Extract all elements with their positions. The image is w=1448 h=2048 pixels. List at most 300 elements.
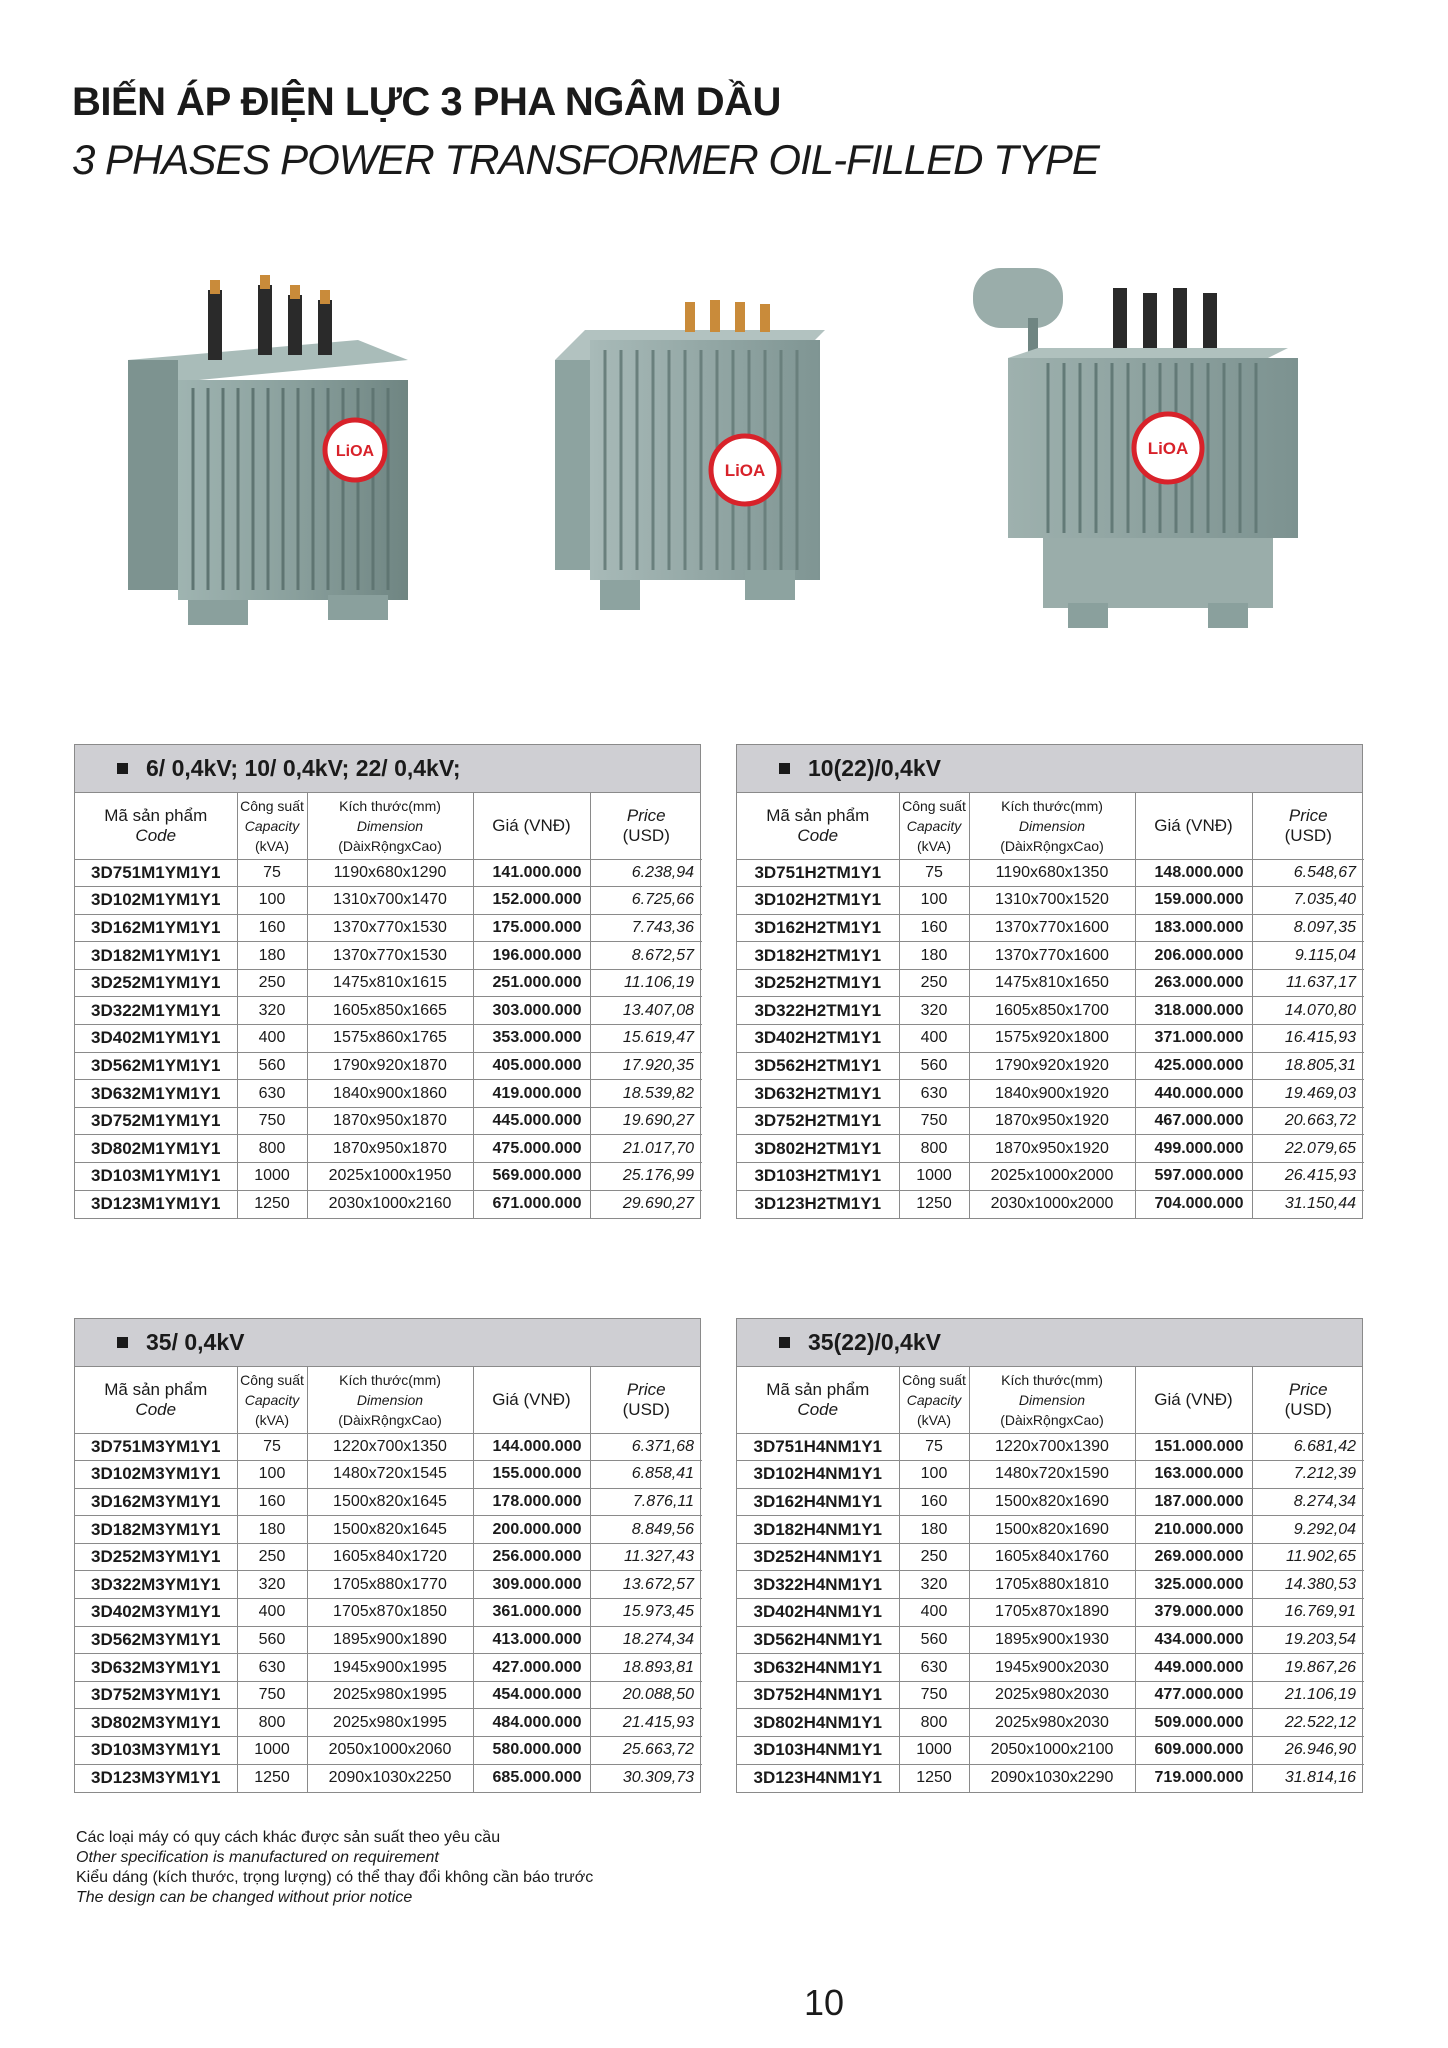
note-line-vn-1: Các loại máy có quy cách khác được sản suất theo yêu cầu	[76, 1829, 501, 1846]
product-code: 3D123H2TM1Y1	[737, 1190, 899, 1218]
table-row	[75, 1080, 702, 1108]
product-code: 3D751M3YM1Y1	[75, 1433, 237, 1461]
capacity-kva: 250	[899, 1543, 969, 1571]
table-row	[737, 1461, 1364, 1489]
table-row	[737, 1433, 1364, 1461]
capacity-kva: 180	[237, 1516, 307, 1544]
price-usd: 19.469,03	[1252, 1080, 1364, 1108]
product-code: 3D102H2TM1Y1	[737, 887, 899, 915]
product-code: 3D103H2TM1Y1	[737, 1163, 899, 1191]
price-usd: 7.035,40	[1252, 887, 1364, 915]
price-usd: 31.814,16	[1252, 1764, 1364, 1792]
table-row	[737, 1080, 1364, 1108]
price-table-6-10-22kv	[74, 744, 701, 1219]
price-usd: 16.415,93	[1252, 1025, 1364, 1053]
price-usd: 8.849,56	[590, 1516, 702, 1544]
price-vnd: 263.000.000	[1135, 969, 1252, 997]
product-code: 3D162H2TM1Y1	[737, 914, 899, 942]
dimension-mm: 2025x1000x1950	[307, 1163, 473, 1191]
product-code: 3D102M1YM1Y1	[75, 887, 237, 915]
dimension-mm: 1370x770x1600	[969, 914, 1135, 942]
product-code: 3D802H4NM1Y1	[737, 1709, 899, 1737]
table-row	[75, 1433, 702, 1461]
product-code: 3D322M3YM1Y1	[75, 1571, 237, 1599]
product-code: 3D182M1YM1Y1	[75, 942, 237, 970]
capacity-kva: 320	[899, 997, 969, 1025]
dimension-mm: 1840x900x1920	[969, 1080, 1135, 1108]
price-vnd: 159.000.000	[1135, 887, 1252, 915]
dimension-mm: 1605x850x1665	[307, 997, 473, 1025]
transformer-photo-1	[108, 270, 428, 640]
dimension-mm: 1605x840x1760	[969, 1543, 1135, 1571]
price-vnd: 475.000.000	[473, 1135, 590, 1163]
product-code: 3D402H4NM1Y1	[737, 1599, 899, 1627]
capacity-kva: 560	[899, 1052, 969, 1080]
bullet-square-icon	[117, 1337, 128, 1348]
product-code: 3D162M1YM1Y1	[75, 914, 237, 942]
table-heading	[737, 745, 1362, 793]
price-usd: 6.681,42	[1252, 1433, 1364, 1461]
product-code: 3D252H4NM1Y1	[737, 1543, 899, 1571]
product-code: 3D751H2TM1Y1	[737, 859, 899, 887]
dimension-mm: 2025x980x2030	[969, 1709, 1135, 1737]
table-row	[75, 1516, 702, 1544]
product-code: 3D802M1YM1Y1	[75, 1135, 237, 1163]
table-row	[75, 1709, 702, 1737]
price-table	[737, 1367, 1364, 1792]
dimension-mm: 1840x900x1860	[307, 1080, 473, 1108]
table-row	[737, 1190, 1364, 1218]
bullet-square-icon	[779, 1337, 790, 1348]
table-row	[737, 1764, 1364, 1792]
capacity-kva: 160	[899, 1488, 969, 1516]
capacity-kva: 630	[237, 1080, 307, 1108]
transformer-photo-2	[545, 290, 845, 620]
column-header-price-vnd: Giá (VNĐ)	[1135, 793, 1252, 859]
capacity-kva: 250	[899, 969, 969, 997]
dimension-mm: 1220x700x1390	[969, 1433, 1135, 1461]
capacity-kva: 160	[899, 914, 969, 942]
price-vnd: 187.000.000	[1135, 1488, 1252, 1516]
product-code: 3D102H4NM1Y1	[737, 1461, 899, 1489]
footnotes	[76, 1828, 593, 1908]
table-row	[737, 887, 1364, 915]
dimension-mm: 1220x700x1350	[307, 1433, 473, 1461]
dimension-mm: 1190x680x1290	[307, 859, 473, 887]
price-usd: 8.097,35	[1252, 914, 1364, 942]
price-usd: 21.415,93	[590, 1709, 702, 1737]
price-vnd: 353.000.000	[473, 1025, 590, 1053]
table-row	[737, 1135, 1364, 1163]
table-header-row	[737, 793, 1364, 859]
price-vnd: 210.000.000	[1135, 1516, 1252, 1544]
price-usd: 11.637,17	[1252, 969, 1364, 997]
product-code: 3D182H2TM1Y1	[737, 942, 899, 970]
price-usd: 7.743,36	[590, 914, 702, 942]
product-code: 3D182H4NM1Y1	[737, 1516, 899, 1544]
price-table	[75, 1367, 702, 1792]
price-usd: 7.212,39	[1252, 1461, 1364, 1489]
product-code: 3D322H4NM1Y1	[737, 1571, 899, 1599]
table-row	[737, 1599, 1364, 1627]
price-usd: 17.920,35	[590, 1052, 702, 1080]
price-vnd: 609.000.000	[1135, 1737, 1252, 1765]
capacity-kva: 750	[237, 1681, 307, 1709]
column-header-price-vnd: Giá (VNĐ)	[1135, 1367, 1252, 1433]
price-usd: 15.619,47	[590, 1025, 702, 1053]
page-title-english: 3 PHASES POWER TRANSFORMER OIL-FILLED TYPE	[72, 136, 1099, 183]
product-code: 3D802H2TM1Y1	[737, 1135, 899, 1163]
dimension-mm: 1895x900x1890	[307, 1626, 473, 1654]
table-row	[737, 1163, 1364, 1191]
dimension-mm: 1480x720x1590	[969, 1461, 1135, 1489]
lioa-logo: LiOA	[335, 443, 375, 460]
table-row	[75, 1599, 702, 1627]
product-code: 3D252M3YM1Y1	[75, 1543, 237, 1571]
price-usd: 25.176,99	[590, 1163, 702, 1191]
column-header-dimension: Kích thước(mm) Dimension (DàixRộngxCao)	[969, 793, 1135, 859]
price-vnd: 148.000.000	[1135, 859, 1252, 887]
column-header-price-usd: Price (USD)	[590, 1367, 702, 1433]
dimension-mm: 1575x920x1800	[969, 1025, 1135, 1053]
price-usd: 6.725,66	[590, 887, 702, 915]
dimension-mm: 1895x900x1930	[969, 1626, 1135, 1654]
table-row	[75, 1626, 702, 1654]
column-header-dimension: Kích thước(mm) Dimension (DàixRộngxCao)	[307, 1367, 473, 1433]
product-code: 3D123M3YM1Y1	[75, 1764, 237, 1792]
price-usd: 20.663,72	[1252, 1107, 1364, 1135]
bullet-square-icon	[117, 763, 128, 774]
product-code: 3D322H2TM1Y1	[737, 997, 899, 1025]
table-row	[75, 1654, 702, 1682]
table-row	[75, 1163, 702, 1191]
price-usd: 7.876,11	[590, 1488, 702, 1516]
dimension-mm: 1370x770x1530	[307, 942, 473, 970]
product-code: 3D752M3YM1Y1	[75, 1681, 237, 1709]
price-vnd: 440.000.000	[1135, 1080, 1252, 1108]
price-usd: 21.017,70	[590, 1135, 702, 1163]
price-vnd: 151.000.000	[1135, 1433, 1252, 1461]
table-row	[737, 1488, 1364, 1516]
capacity-kva: 160	[237, 914, 307, 942]
dimension-mm: 2025x980x2030	[969, 1681, 1135, 1709]
price-vnd: 318.000.000	[1135, 997, 1252, 1025]
note-line-vn-2: Kiểu dáng (kích thước, trọng lượng) có thể thay đổi không cần báo trước	[76, 1869, 594, 1886]
table-row	[75, 887, 702, 915]
price-usd: 22.522,12	[1252, 1709, 1364, 1737]
table-heading-text: 6/ 0,4kV; 10/ 0,4kV; 22/ 0,4kV;	[146, 755, 461, 781]
product-code: 3D402M1YM1Y1	[75, 1025, 237, 1053]
table-row	[737, 969, 1364, 997]
price-vnd: 509.000.000	[1135, 1709, 1252, 1737]
capacity-kva: 75	[237, 859, 307, 887]
column-header-capacity: Công suất Capacity (kVA)	[899, 1367, 969, 1433]
product-code: 3D103M3YM1Y1	[75, 1737, 237, 1765]
price-vnd: 671.000.000	[473, 1190, 590, 1218]
capacity-kva: 250	[237, 969, 307, 997]
price-vnd: 141.000.000	[473, 859, 590, 887]
table-heading	[737, 1319, 1362, 1367]
dimension-mm: 1475x810x1615	[307, 969, 473, 997]
price-vnd: 183.000.000	[1135, 914, 1252, 942]
price-vnd: 405.000.000	[473, 1052, 590, 1080]
table-row	[75, 1190, 702, 1218]
capacity-kva: 560	[899, 1626, 969, 1654]
price-vnd: 719.000.000	[1135, 1764, 1252, 1792]
capacity-kva: 1250	[899, 1190, 969, 1218]
table-heading-text: 35(22)/0,4kV	[808, 1329, 941, 1355]
price-vnd: 303.000.000	[473, 997, 590, 1025]
capacity-kva: 560	[237, 1626, 307, 1654]
table-row	[75, 914, 702, 942]
price-usd: 22.079,65	[1252, 1135, 1364, 1163]
price-table	[737, 793, 1364, 1218]
dimension-mm: 1500x820x1645	[307, 1488, 473, 1516]
price-vnd: 206.000.000	[1135, 942, 1252, 970]
dimension-mm: 1480x720x1545	[307, 1461, 473, 1489]
price-vnd: 477.000.000	[1135, 1681, 1252, 1709]
price-vnd: 427.000.000	[473, 1654, 590, 1682]
column-header-price-usd: Price (USD)	[1252, 793, 1364, 859]
price-vnd: 467.000.000	[1135, 1107, 1252, 1135]
product-code: 3D752H2TM1Y1	[737, 1107, 899, 1135]
capacity-kva: 1000	[237, 1163, 307, 1191]
table-header-row	[75, 1367, 702, 1433]
product-code: 3D562H4NM1Y1	[737, 1626, 899, 1654]
table-heading-text: 10(22)/0,4kV	[808, 755, 941, 781]
table-row	[75, 859, 702, 887]
lioa-logo: LiOA	[1147, 439, 1189, 458]
price-usd: 20.088,50	[590, 1681, 702, 1709]
capacity-kva: 400	[899, 1025, 969, 1053]
price-vnd: 413.000.000	[473, 1626, 590, 1654]
product-code: 3D632M3YM1Y1	[75, 1654, 237, 1682]
table-row	[75, 1543, 702, 1571]
capacity-kva: 750	[899, 1107, 969, 1135]
price-vnd: 379.000.000	[1135, 1599, 1252, 1627]
dimension-mm: 1790x920x1920	[969, 1052, 1135, 1080]
price-usd: 13.407,08	[590, 997, 702, 1025]
dimension-mm: 1605x850x1700	[969, 997, 1135, 1025]
column-header-price-usd: Price (USD)	[590, 793, 702, 859]
product-code: 3D252M1YM1Y1	[75, 969, 237, 997]
capacity-kva: 1250	[237, 1190, 307, 1218]
dimension-mm: 1705x870x1890	[969, 1599, 1135, 1627]
price-vnd: 454.000.000	[473, 1681, 590, 1709]
dimension-mm: 1500x820x1690	[969, 1516, 1135, 1544]
dimension-mm: 1370x770x1600	[969, 942, 1135, 970]
price-vnd: 449.000.000	[1135, 1654, 1252, 1682]
price-usd: 29.690,27	[590, 1190, 702, 1218]
page-number: 10	[803, 1982, 845, 2023]
price-vnd: 371.000.000	[1135, 1025, 1252, 1053]
column-header-price-vnd: Giá (VNĐ)	[473, 1367, 590, 1433]
table-row	[737, 1709, 1364, 1737]
price-usd: 11.902,65	[1252, 1543, 1364, 1571]
capacity-kva: 1000	[237, 1737, 307, 1765]
capacity-kva: 250	[237, 1543, 307, 1571]
table-row	[75, 1025, 702, 1053]
capacity-kva: 320	[237, 997, 307, 1025]
price-table-35-22kv	[736, 1318, 1363, 1793]
column-header-code: Mã sản phẩm Code	[75, 1367, 237, 1433]
table-row	[75, 1764, 702, 1792]
column-header-code: Mã sản phẩm Code	[737, 793, 899, 859]
product-code: 3D562H2TM1Y1	[737, 1052, 899, 1080]
product-code: 3D802M3YM1Y1	[75, 1709, 237, 1737]
page-title-vietnamese: BIẾN ÁP ĐIỆN LỰC 3 PHA NGÂM DẦU	[72, 80, 781, 124]
table-row	[75, 1681, 702, 1709]
dimension-mm: 1370x770x1530	[307, 914, 473, 942]
table-row	[737, 1681, 1364, 1709]
table-header-row	[75, 793, 702, 859]
price-vnd: 309.000.000	[473, 1571, 590, 1599]
table-row	[75, 1461, 702, 1489]
price-usd: 30.309,73	[590, 1764, 702, 1792]
price-usd: 16.769,91	[1252, 1599, 1364, 1627]
capacity-kva: 75	[899, 1433, 969, 1461]
price-vnd: 419.000.000	[473, 1080, 590, 1108]
capacity-kva: 560	[237, 1052, 307, 1080]
product-code: 3D123M1YM1Y1	[75, 1190, 237, 1218]
capacity-kva: 630	[899, 1654, 969, 1682]
capacity-kva: 180	[899, 1516, 969, 1544]
capacity-kva: 1000	[899, 1737, 969, 1765]
dimension-mm: 1190x680x1350	[969, 859, 1135, 887]
price-table-35kv	[74, 1318, 701, 1793]
product-code: 3D402M3YM1Y1	[75, 1599, 237, 1627]
capacity-kva: 100	[237, 1461, 307, 1489]
price-vnd: 425.000.000	[1135, 1052, 1252, 1080]
price-vnd: 163.000.000	[1135, 1461, 1252, 1489]
capacity-kva: 100	[899, 887, 969, 915]
table-row	[737, 1737, 1364, 1765]
dimension-mm: 2025x1000x2000	[969, 1163, 1135, 1191]
price-usd: 11.327,43	[590, 1543, 702, 1571]
capacity-kva: 800	[899, 1709, 969, 1737]
table-row	[75, 1737, 702, 1765]
capacity-kva: 75	[237, 1433, 307, 1461]
product-code: 3D322M1YM1Y1	[75, 997, 237, 1025]
dimension-mm: 1310x700x1470	[307, 887, 473, 915]
column-header-capacity: Công suất Capacity (kVA)	[237, 793, 307, 859]
product-code: 3D562M3YM1Y1	[75, 1626, 237, 1654]
price-usd: 19.867,26	[1252, 1654, 1364, 1682]
price-usd: 8.672,57	[590, 942, 702, 970]
capacity-kva: 1000	[899, 1163, 969, 1191]
price-vnd: 256.000.000	[473, 1543, 590, 1571]
product-code: 3D562M1YM1Y1	[75, 1052, 237, 1080]
column-header-dimension: Kích thước(mm) Dimension (DàixRộngxCao)	[307, 793, 473, 859]
dimension-mm: 2050x1000x2060	[307, 1737, 473, 1765]
product-code: 3D102M3YM1Y1	[75, 1461, 237, 1489]
dimension-mm: 2025x980x1995	[307, 1681, 473, 1709]
price-vnd: 152.000.000	[473, 887, 590, 915]
price-vnd: 251.000.000	[473, 969, 590, 997]
table-header-row	[737, 1367, 1364, 1433]
dimension-mm: 1705x880x1810	[969, 1571, 1135, 1599]
product-code: 3D632M1YM1Y1	[75, 1080, 237, 1108]
capacity-kva: 750	[899, 1681, 969, 1709]
dimension-mm: 1310x700x1520	[969, 887, 1135, 915]
capacity-kva: 320	[899, 1571, 969, 1599]
product-code: 3D162M3YM1Y1	[75, 1488, 237, 1516]
price-usd: 6.548,67	[1252, 859, 1364, 887]
table-heading	[75, 1319, 700, 1367]
table-row	[737, 1516, 1364, 1544]
capacity-kva: 100	[237, 887, 307, 915]
capacity-kva: 320	[237, 1571, 307, 1599]
column-header-dimension: Kích thước(mm) Dimension (DàixRộngxCao)	[969, 1367, 1135, 1433]
table-row	[737, 1626, 1364, 1654]
capacity-kva: 180	[899, 942, 969, 970]
price-vnd: 445.000.000	[473, 1107, 590, 1135]
price-vnd: 200.000.000	[473, 1516, 590, 1544]
dimension-mm: 2025x980x1995	[307, 1709, 473, 1737]
price-usd: 6.858,41	[590, 1461, 702, 1489]
table-heading-text: 35/ 0,4kV	[146, 1329, 245, 1355]
table-row	[737, 1052, 1364, 1080]
price-usd: 14.070,80	[1252, 997, 1364, 1025]
capacity-kva: 800	[237, 1709, 307, 1737]
dimension-mm: 1870x950x1870	[307, 1135, 473, 1163]
dimension-mm: 1870x950x1920	[969, 1107, 1135, 1135]
product-code: 3D752M1YM1Y1	[75, 1107, 237, 1135]
price-usd: 26.415,93	[1252, 1163, 1364, 1191]
capacity-kva: 160	[237, 1488, 307, 1516]
bullet-square-icon	[779, 763, 790, 774]
product-code: 3D752H4NM1Y1	[737, 1681, 899, 1709]
price-usd: 19.690,27	[590, 1107, 702, 1135]
price-vnd: 569.000.000	[473, 1163, 590, 1191]
product-code: 3D103H4NM1Y1	[737, 1737, 899, 1765]
dimension-mm: 2090x1030x2290	[969, 1764, 1135, 1792]
price-usd: 31.150,44	[1252, 1190, 1364, 1218]
dimension-mm: 1945x900x2030	[969, 1654, 1135, 1682]
capacity-kva: 400	[899, 1599, 969, 1627]
dimension-mm: 1705x870x1850	[307, 1599, 473, 1627]
dimension-mm: 1870x950x1870	[307, 1107, 473, 1135]
price-vnd: 434.000.000	[1135, 1626, 1252, 1654]
column-header-capacity: Công suất Capacity (kVA)	[899, 793, 969, 859]
dimension-mm: 1945x900x1995	[307, 1654, 473, 1682]
table-row	[737, 1571, 1364, 1599]
dimension-mm: 1705x880x1770	[307, 1571, 473, 1599]
table-row	[737, 859, 1364, 887]
price-usd: 6.238,94	[590, 859, 702, 887]
price-usd: 21.106,19	[1252, 1681, 1364, 1709]
dimension-mm: 1500x820x1645	[307, 1516, 473, 1544]
capacity-kva: 800	[237, 1135, 307, 1163]
product-code: 3D182M3YM1Y1	[75, 1516, 237, 1544]
price-vnd: 144.000.000	[473, 1433, 590, 1461]
capacity-kva: 630	[237, 1654, 307, 1682]
price-vnd: 361.000.000	[473, 1599, 590, 1627]
capacity-kva: 75	[899, 859, 969, 887]
table-row	[737, 1543, 1364, 1571]
price-table-10-22kv	[736, 744, 1363, 1219]
product-code: 3D751H4NM1Y1	[737, 1433, 899, 1461]
table-row	[75, 1135, 702, 1163]
dimension-mm: 1500x820x1690	[969, 1488, 1135, 1516]
price-usd: 18.805,31	[1252, 1052, 1364, 1080]
price-usd: 15.973,45	[590, 1599, 702, 1627]
column-header-price-usd: Price (USD)	[1252, 1367, 1364, 1433]
product-code: 3D123H4NM1Y1	[737, 1764, 899, 1792]
capacity-kva: 180	[237, 942, 307, 970]
capacity-kva: 100	[899, 1461, 969, 1489]
price-vnd: 155.000.000	[473, 1461, 590, 1489]
